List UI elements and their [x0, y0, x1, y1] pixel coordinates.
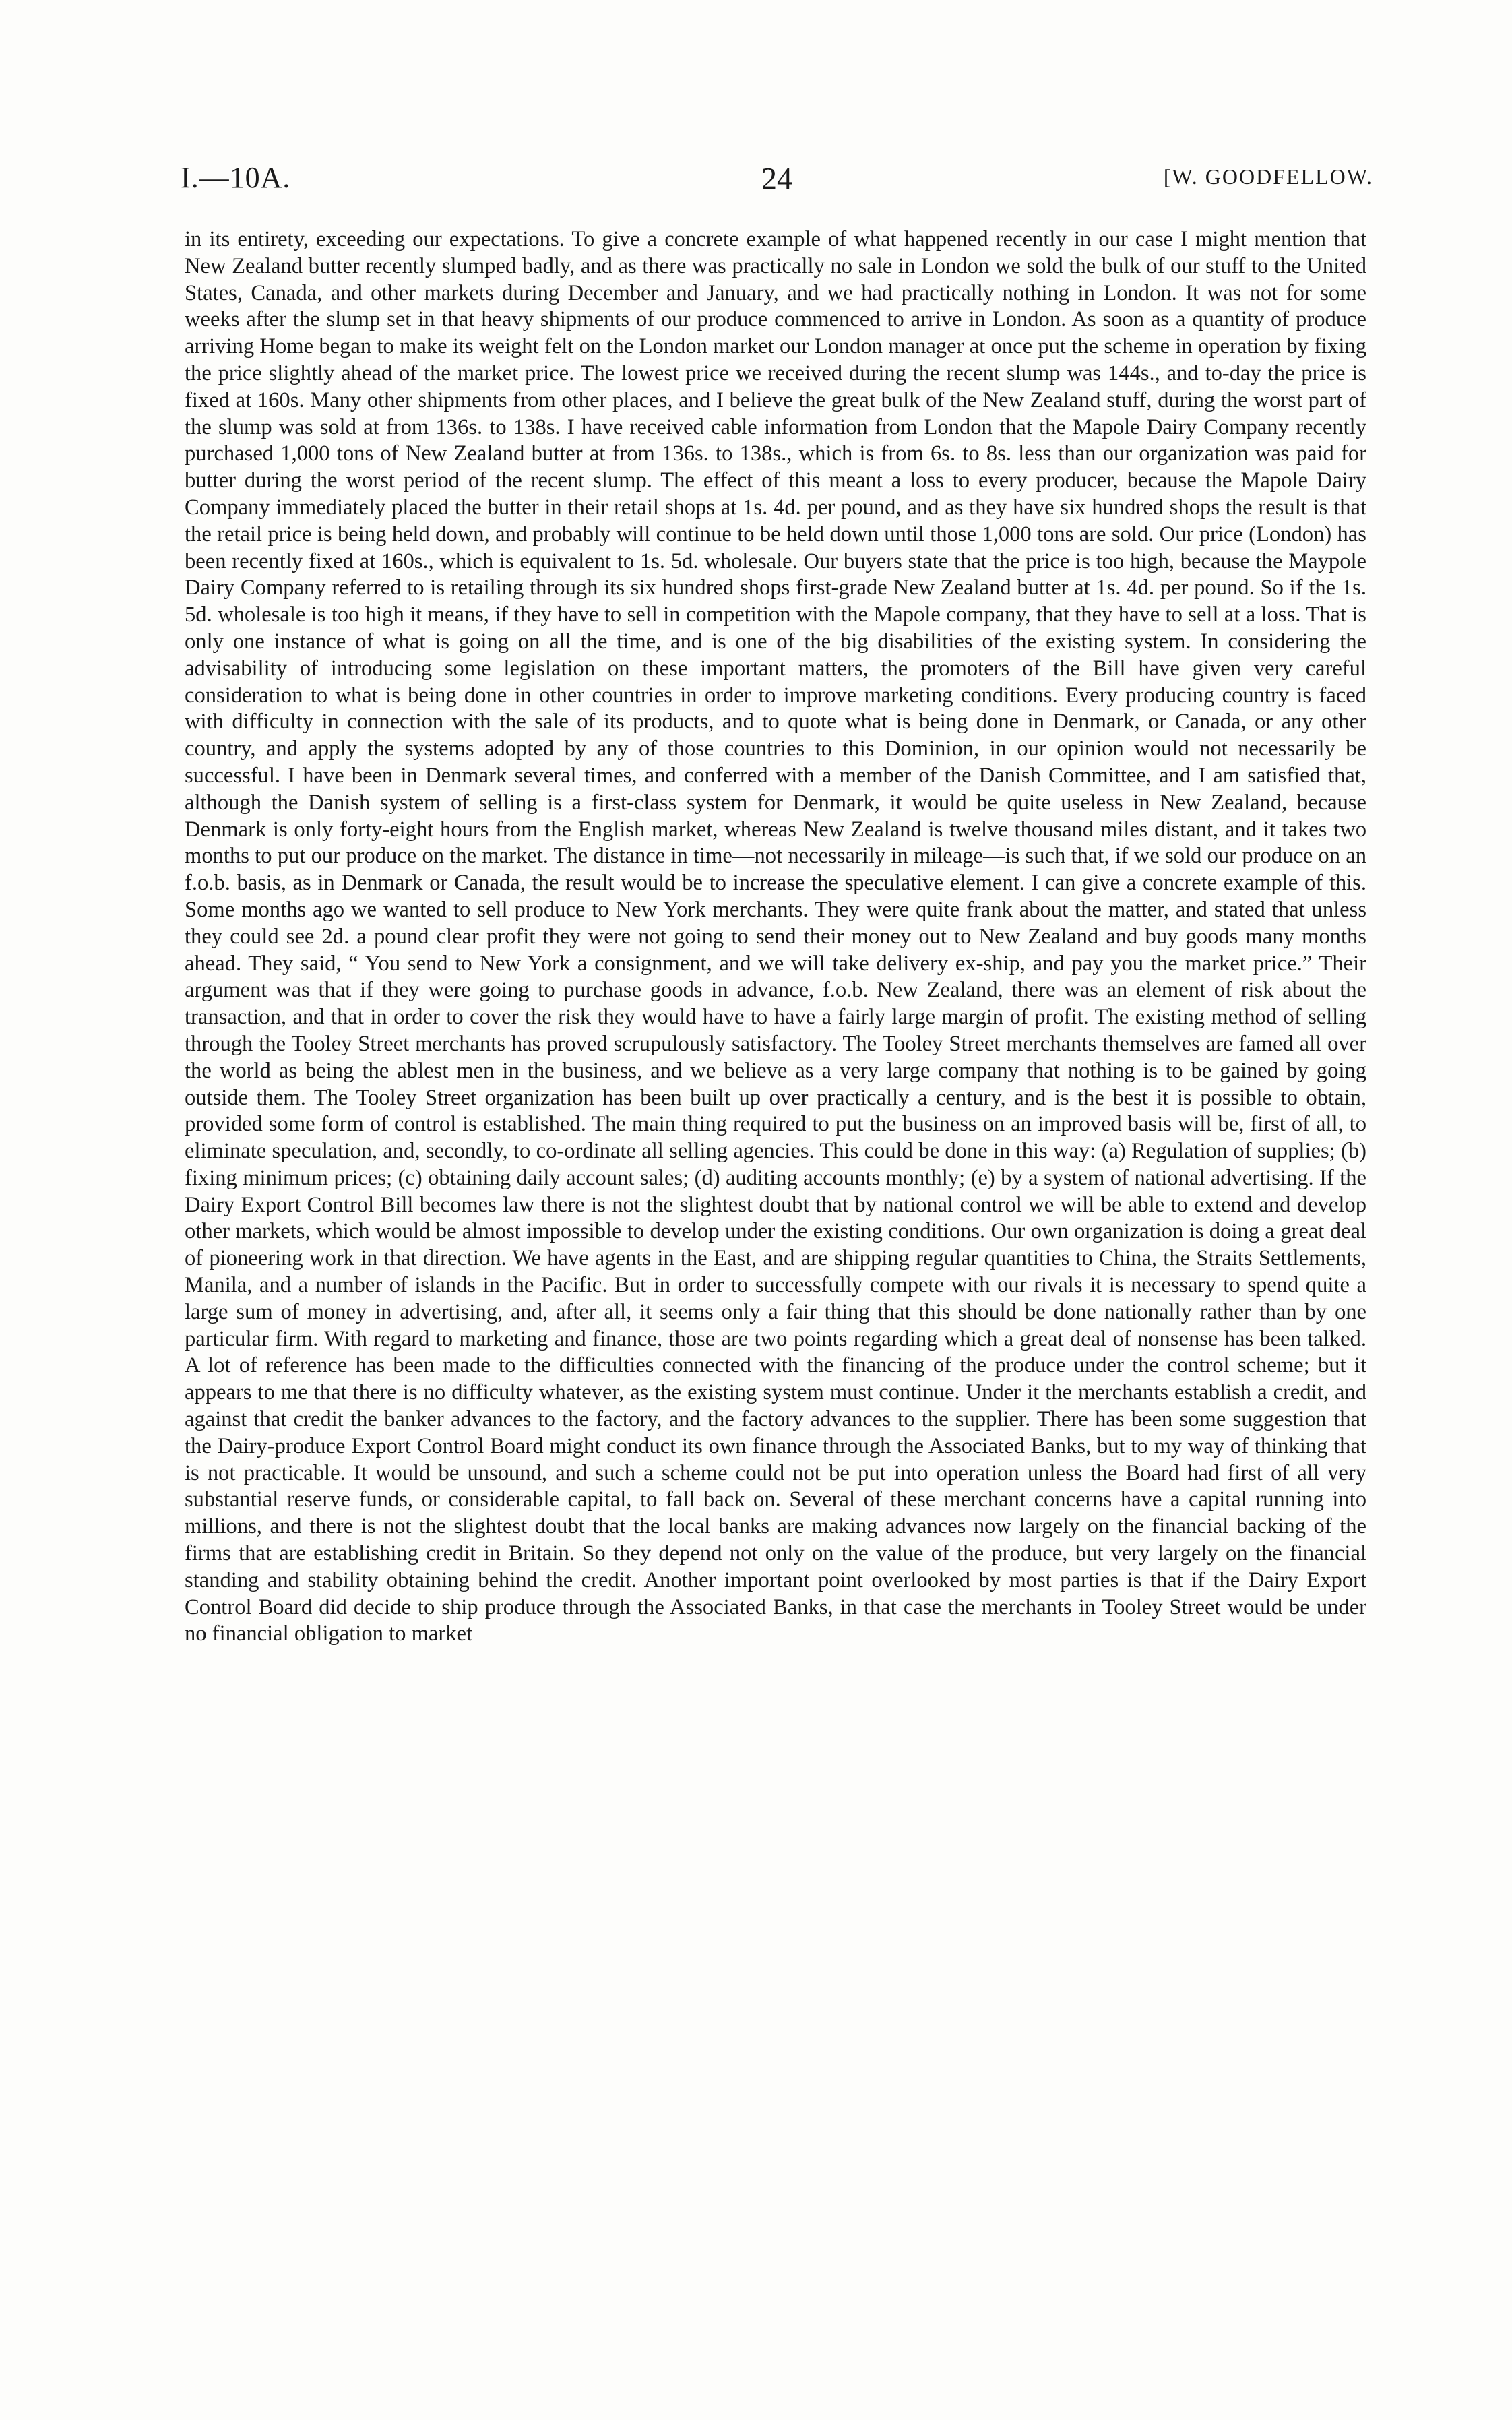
- witness-name: [W. GOODFELLOW.: [1163, 164, 1373, 189]
- page-header: [181, 160, 1373, 201]
- document-reference: I.—10A.: [181, 161, 291, 194]
- page-number: 24: [761, 161, 792, 195]
- paragraph: in its entirety, exceeding our expectations. To give a concrete example of what happened recently in our case I might mention that New Zealand butter recently slumped badly, and as there was practically no sale in London we sold the bulk of our stuff to the United States, Canada, and other markets during December and January, and we had practically nothing in London. It was not for some weeks after the slump set in that heavy shipments of our produce commenced to arrive in London. As soon as a quantity of produce arriving Home began to make its weight felt on the London market our London manager at once put the scheme in operation by fixing the price slightly ahead of the market price. The lowest price we received during the recent slump was 144s., and to-day the price is fixed at 160s. Many other shipments from other places, and I believe the great bulk of the New Zealand stuff, during the worst part of the slump was sold at from 136s. to 138s. I have received cable information from London that the Mapole Dairy Company recently purchased 1,000 tons of New Zealand butter at from 136s. to 138s., which is from 6s. to 8s. less than our organization was paid for butter during the worst period of the recent slump. The effect of this meant a loss to every producer, because the Mapole Dairy Company immediately placed the butter in their retail shops at 1s. 4d. per pound, and as they have six hundred shops the result is that the retail price is being held down, and probably will continue to be held down until those 1,000 tons are sold. Our price (London) has been recently fixed at 160s., which is equivalent to 1s. 5d. wholesale. Our buyers state that the price is too high, because the Maypole Dairy Company referred to is retailing through its six hundred shops first-grade New Zealand butter at 1s. 4d. per pound. So if the 1s. 5d. wholesale is too high it means, if they have to sell in competition with the Mapole company, that they have to sell at a loss. That is only one instance of what is going on all the time, and is one of the big disabilities of the existing system. In considering the advisability of introducing some legislation on these important matters, the promoters of the Bill have given very careful consideration to what is being done in other countries in order to improve marketing conditions. Every producing country is faced with difficulty in connection with the sale of its products, and to quote what is being done in Denmark, or Canada, or any other country, and apply the systems adopted by any of those countries to this Dominion, in our opinion would not necessarily be successful. I have been in Denmark several times, and conferred with a member of the Danish Committee, and I am satisfied that, although the Danish system of selling is a first-class system for Denmark, it would be quite useless in New Zealand, because Denmark is only forty-eight hours from the English market, whereas New Zealand is twelve thousand miles distant, and it takes two months to put our produce on the market. The distance in time—not necessarily in mileage—is such that, if we sold our produce on an f.o.b. basis, as in Denmark or Canada, the result would be to increase the speculative element. I can give a concrete example of this. Some months ago we wanted to sell produce to New York merchants. They were quite frank about the matter, and stated that unless they could see 2d. a pound clear profit they were not going to send their money out to New Zealand and buy goods many months ahead. They said, “ You send to New York a consignment, and we will take delivery ex-ship, and pay you the market price.” Their argument was that if they were going to purchase goods in advance, f.o.b. New Zealand, there was an element of risk about the transaction, and that in order to cover the risk they would have to have a fairly large margin of profit. The existing method of selling through the Tooley Street merchants has proved scrupulously satisfactory. The Tooley Street merchants themselves are famed all over the world as being the ablest men in the business, and we believe as a very large company that nothing is to be gained by going outside them. The Tooley Street organization has been built up over practically a century, and is the best it is possible to obtain, provided some form of control is established. The main thing required to put the business on an improved basis will be, first of all, to eliminate speculation, and, secondly, to co-ordinate all selling agencies. This could be done in this way: (a) Regulation of supplies; (b) fixing minimum prices; (c) obtaining daily account sales; (d) auditing accounts monthly; (e) by a system of national advertising. If the Dairy Export Control Bill becomes law there is not the slightest doubt that by national control we will be able to extend and develop other markets, which would be almost impossible to develop under the existing conditions. Our own organization is doing a great deal of pioneering work in that direction. We have agents in the East, and are shipping regular quantities to China, the Straits Settlements, Manila, and a number of islands in the Pacific. But in order to successfully compete with our rivals it is necessary to spend quite a large sum of money in advertising, and, after all, it seems only a fair thing that this should be done nationally rather than by one particular firm. With regard to marketing and finance, those are two points regarding which a great deal of nonsense has been talked. A lot of reference has been made to the difficulties connected with the financing of the produce under the control scheme; but it appears to me that there is no difficulty whatever, as the existing system must continue. Under it the merchants establish a credit, and against that credit the banker advances to the factory, and the factory advances to the supplier. There has been some suggestion that the Dairy-produce Export Control Board might conduct its own finance through the Associated Banks, but to my way of thinking that is not practicable. It would be unsound, and such a scheme could not be put into operation unless the Board had first of all very substantial reserve funds, or considerable capital, to fall back on. Several of these merchant concerns have a capital running into millions, and there is not the slightest doubt that the local banks are making advances now largely on the financial backing of the firms that are establishing credit in Britain. So they depend not only on the value of the produce, but very largely on the financial standing and stability obtaining behind the credit. Another important point overlooked by most parties is that if the Dairy Export Control Board did decide to ship produce through the Associated Banks, in that case the merchants in Tooley Street would be under no financial obligation to market: [185, 227, 1366, 1646]
- body-text: [185, 226, 1366, 1648]
